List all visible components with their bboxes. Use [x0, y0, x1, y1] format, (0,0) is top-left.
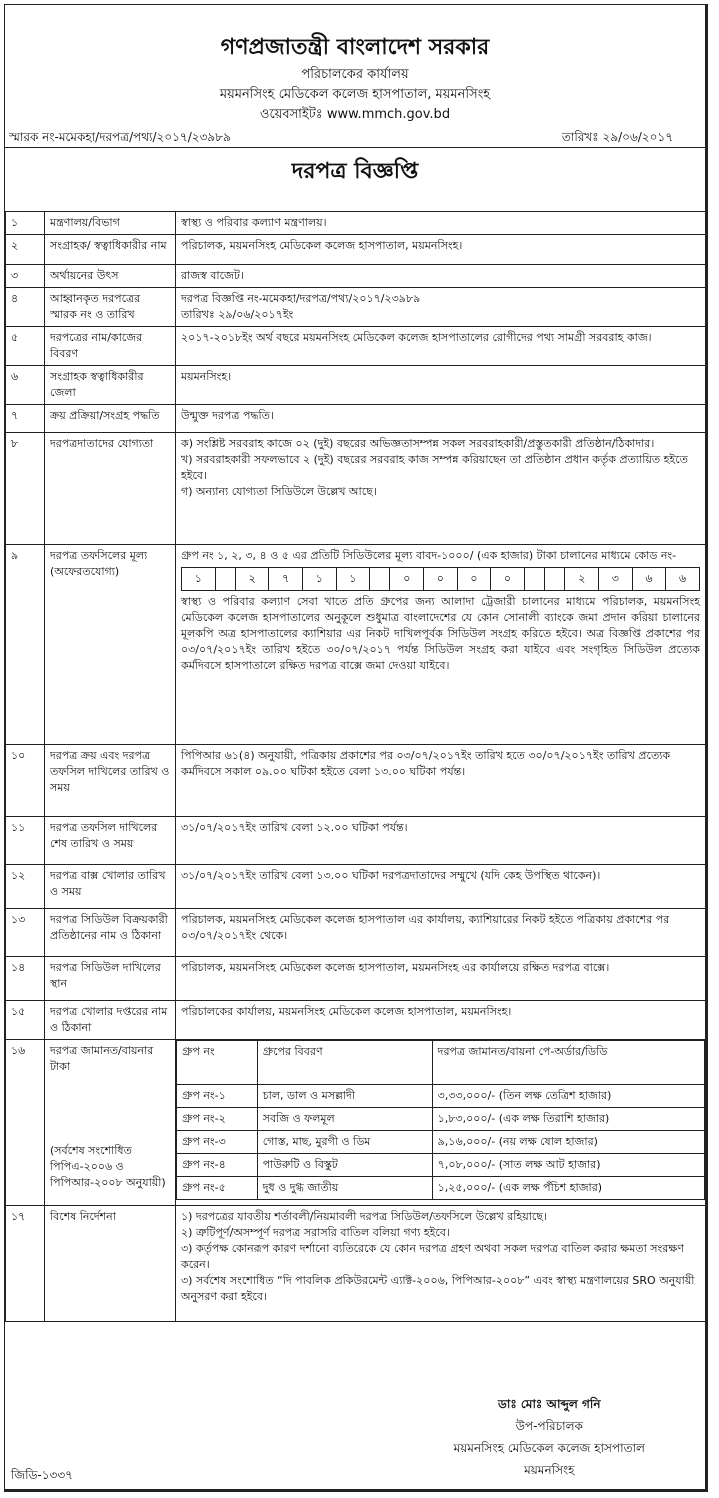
row-value-extra: স্বাস্থ্য ও পরিবার কল্যাণ সেবা খাতে প্রতি গ্রুপের জন্য আলাদা ট্রেজারী চালানের মাধ্যমে পরিচালক, ময়মনসিংহ মেডিকেল কলেজ হাসপাতালের অনুকূলে শুধুমাত্র বাংলাদেশের যে কোন সোনালী ব্যাংকে জমা প্রদান করিয়া চালানের মূলকপি অত্র হাসপাতালের ক্যাশিয়ার এর নিকট দাখিলপূর্বক সিডিউল সংগ্রহ করিতে হইবে। অত্র বিজ্ঞপ্তি প্রকাশের পর ০৩/০৭/২০১৭ইং তারিখ হইতে ৩০/০৭/২০১৭ পর্যন্ত সিডিউল সংগ্রহ করা যাইবে এবং সংগৃহিত সিডিউল প্রত্যেক কর্মদিবসে হাসপাতালে রক্ষিত দরপত্র বাক্সে জমা দেওয়া যাইবে।: [181, 595, 700, 672]
group-cell: চাল, ডাল ও মসল্লাদী: [257, 1085, 432, 1108]
row-value: [176, 817, 706, 865]
row-value-text: গ্রুপ নং ১, ২, ৩, ৪ ও ৫ এর প্রতিটি সিডিউলের মূল্য বাবদ-১০০০/ (এক হাজার) টাকা চালানের মাধ্যমে কোড নং-: [181, 549, 677, 562]
row-number: ৫: [6, 327, 45, 366]
code-cell: ২: [235, 568, 269, 591]
row-label: [45, 288, 176, 327]
table-row: [6, 433, 706, 545]
row-label: [45, 1001, 176, 1040]
group-row: [177, 1085, 705, 1108]
table-row: [6, 957, 706, 1001]
code-cell: ৬: [666, 568, 700, 591]
row-label: [45, 235, 176, 265]
code-cell: ০: [424, 568, 458, 591]
table-row: [6, 366, 706, 405]
row-number: ১১: [6, 817, 45, 865]
row-value: [176, 433, 706, 545]
table-row: [6, 235, 706, 265]
row-label-text: সংগ্রাহক স্বত্বাধিকারীর জেলা: [50, 370, 144, 399]
table-row: [6, 327, 706, 366]
group-cell: গ্রুপ নং-৩: [177, 1131, 258, 1154]
row-label-text: মন্ত্রণালয়/বিভাগ: [50, 216, 120, 229]
row-label-text: দরপত্র তফসিলের মূল্য: [50, 549, 148, 562]
list-item: ৩) সর্বশেষ সংশোধিত “দি পাবলিক প্রকিউরমেন্ট এ্যাক্ট-২০০৬, পিপিআর-২০০৮” এবং স্বাস্থ্য মন্ত্রণালয়ের SRO অনুযায়ী অনুসরণ করা হইবে।: [181, 1274, 695, 1303]
group-cell: গ্রুপ নং-২: [177, 1108, 258, 1131]
row-label-text: বিশেষ নির্দেশনা: [50, 1210, 116, 1223]
row-label: [45, 1040, 176, 1206]
row-value-text: ৩১/০৭/২০১৭ইং তারিখ বেলা ১২.০০ ঘটিকা পর্যন্ত।: [181, 821, 408, 834]
row-label: [45, 545, 176, 745]
row-label: [45, 957, 176, 1001]
code-cell: ১: [303, 568, 337, 591]
code-cell: ৭: [269, 568, 303, 591]
table-row: [6, 745, 706, 817]
row-label: [45, 817, 176, 865]
row-label-text: দরপত্র খোলার দপ্তরের নাম ও ঠিকানা: [50, 1005, 168, 1034]
group-cell: দুধ ও দুগ্ধ জাতীয়: [257, 1177, 432, 1200]
code-cell: [215, 568, 235, 591]
signature-block: [454, 1393, 645, 1481]
row-value: [176, 957, 706, 1001]
row-label: [45, 745, 176, 817]
code-cell: ১: [336, 568, 370, 591]
website: ওয়েবসাইটঃ www.mmch.gov.bd: [259, 107, 451, 122]
row-value-text: দরপত্র বিজ্ঞপ্তি নং-মমেকহা/দরপত্র/পথ্য/২০১৭/২৩৯৮৯: [181, 292, 421, 305]
row-number: ৬: [6, 366, 45, 405]
row-number: ১২: [6, 865, 45, 909]
signatory-name: ডাঃ মোঃ আব্দুল গনি: [498, 1397, 601, 1411]
row-label: [45, 405, 176, 433]
row-value-text: ২০১৭-২০১৮ইং অর্থ বছরে ময়মনসিংহ মেডিকেল কলেজ হাসপাতালের রোগীদের পথ্য সামগ্রী সরবরাহ কাজ।: [181, 331, 652, 344]
row-label-note: (অফেরতযোগ্য): [50, 565, 120, 578]
row-value: [176, 235, 706, 265]
table-row: [6, 909, 706, 957]
row-number: ১৩: [6, 909, 45, 957]
row-number: ৪: [6, 288, 45, 327]
row-value-text: পিপিআর ৬১(৪) অনুযায়ী, পত্রিকায় প্রকাশের পর ০৩/০৭/২০১৭ইং তারিখ হতে ৩০/০৭/২০১৭ইং তারিখ প্রত্যেক কর্মদিবসে সকাল ০৯.০০ ঘটিকা হইতে বেলা ১৩.০০ ঘটিকা পর্যন্ত।: [181, 749, 671, 778]
office-name: পরিচালকের কার্যালয়: [301, 67, 409, 82]
row-value-text: ময়মনসিংহ।: [181, 370, 232, 383]
row-label: [45, 366, 176, 405]
code-cell: ৩: [599, 568, 633, 591]
row-label-text: দরপত্র সিডিউল দাখিলের স্থান: [50, 961, 161, 990]
row-value-text: স্বাস্থ্য ও পরিবার কল্যাণ মন্ত্রণালয়।: [181, 216, 327, 229]
group-row: [177, 1154, 705, 1177]
group-header: গ্রুপ নং: [177, 1041, 258, 1085]
row-label-text: দরপত্র বাক্স খোলার তারিখ ও সময়: [50, 869, 166, 898]
memo-number: স্মারক নং-মমেকহা/দরপত্র/পথ্য/২০১৭/২৩৯৮৯: [9, 130, 231, 144]
table-row: [6, 405, 706, 433]
group-header: দরপত্র জামানত/বায়না পে-অর্ডার/ডিডি: [432, 1041, 704, 1085]
gd-number: জিডি-১৩৩৭: [11, 1468, 73, 1482]
code-cell: [370, 568, 390, 591]
row-value: [176, 865, 706, 909]
row-label: [45, 909, 176, 957]
code-table: [181, 567, 700, 591]
group-cell: সবজি ও ফলমূল: [257, 1108, 432, 1131]
row-value: [176, 366, 706, 405]
row-number: ১৪: [6, 957, 45, 1001]
memo-row: [5, 127, 705, 148]
row-label-note: (সর্বশেষ সংশোধিত পিপিএ-২০০৬ ও পিপিআর-২০০৮ অনুযায়ী): [50, 1144, 166, 1189]
hospital-name: ময়মনসিংহ মেডিকেল কলেজ হাসপাতাল, ময়মনসিংহ: [219, 87, 491, 102]
row-label-text: দরপত্রের নাম/কাজের বিবরণ: [50, 331, 143, 360]
row-label-text: আহ্বানকৃত দরপত্রের স্মারক নং ও তারিখ: [50, 292, 141, 321]
row-number: ৮: [6, 433, 45, 545]
code-row: [182, 568, 700, 591]
group-header: গ্রুপের বিবরণ: [257, 1041, 432, 1085]
group-header-row: [177, 1041, 705, 1085]
row-value-extra: তারিখঃ ২৯/০৬/২০১৭ইং: [181, 308, 294, 321]
row-label-text: দরপত্র জামানত/বায়নার টাকা: [50, 1044, 154, 1073]
row-label-text: দরপত্র সিডিউল বিক্রয়কারী প্রতিষ্ঠানের নাম ও ঠিকানা: [50, 913, 168, 942]
row-value: [176, 288, 706, 327]
tender-table: [5, 211, 706, 1322]
group-cell: গ্রুপ নং-৪: [177, 1154, 258, 1177]
table-row: [6, 545, 706, 745]
row-number: ১৫: [6, 1001, 45, 1040]
row-label: [45, 265, 176, 288]
row-label-text: দরপত্রদাতাদের যোগ্যতা: [50, 437, 154, 450]
row-value: [176, 1001, 706, 1040]
row-label: [45, 433, 176, 545]
row-label-text: দরপত্র ক্রয় এবং দরপত্র তফসিল দাখিলের তারিখ ও সময়: [50, 749, 170, 794]
row-value: [176, 909, 706, 957]
code-cell: ০: [390, 568, 424, 591]
table-row: [6, 265, 706, 288]
row-value: [176, 545, 706, 745]
list-item: ক) সংশ্লিষ্ট সরবরাহ কাজে ০২ (দুই) বছরের অভিজ্ঞতাসম্পন্ন সকল সরবরাহকারী/প্রস্তুতকারী প্রতিষ্ঠান/ঠিকাদার।: [181, 437, 655, 450]
code-cell: [524, 568, 544, 591]
row-value: [176, 1040, 706, 1206]
table-row: [6, 288, 706, 327]
row-value-text: পরিচালক, ময়মনসিংহ মেডিকেল কলেজ হাসপাতাল, ময়মনসিংহ এর কার্যালয়ে রক্ষিত দরপত্র বাক্সে।: [181, 961, 610, 974]
row-value: [176, 212, 706, 235]
row-number: ১৬: [6, 1040, 45, 1206]
signatory-city: ময়মনসিংহ: [524, 1463, 575, 1477]
group-row: [177, 1131, 705, 1154]
list-item: ৩) কর্তৃপক্ষ কোনরূপ কারণ দর্শানো ব্যতিরেকে যে কোন দরপত্র গ্রহণ অথবা সকল দরপত্র বাতিল করার ক্ষমতা সংরক্ষণ করেন।: [181, 1242, 684, 1271]
row-label: [45, 327, 176, 366]
row-label-text: সংগ্রাহক/ স্বত্বাধিকারীর নাম: [50, 239, 167, 252]
group-cell: গোস্ত, মাছ, মুরগী ও ডিম: [257, 1131, 432, 1154]
signatory-designation: উপ-পরিচালক: [515, 1419, 583, 1433]
row-number: ১৭: [6, 1206, 45, 1322]
group-cell: ৯,১৬,০০০/- (নয় লক্ষ ষোল হাজার): [432, 1131, 704, 1154]
row-value: [176, 1206, 706, 1322]
row-label-text: দরপত্র তফসিল দাখিলের শেষ তারিখ ও সময়: [50, 821, 158, 850]
row-value-text: উন্মুক্ত দরপত্র পদ্ধতি।: [181, 409, 274, 422]
notice-title: দরপত্র বিজ্ঞপ্তি: [291, 159, 419, 184]
row-number: ৭: [6, 405, 45, 433]
header: [5, 35, 705, 123]
row-label: [45, 1206, 176, 1322]
group-cell: গ্রুপ নং-৫: [177, 1177, 258, 1200]
code-cell: ২: [565, 568, 599, 591]
table-row: [6, 865, 706, 909]
row-label: [45, 212, 176, 235]
row-label: [45, 865, 176, 909]
group-cell: পাউরুটি ও বিস্কুট: [257, 1154, 432, 1177]
group-table: [176, 1040, 705, 1200]
code-cell: ০: [457, 568, 491, 591]
table-row: [6, 1206, 706, 1322]
row-value-text: পরিচালক, ময়মনসিংহ মেডিকেল কলেজ হাসপাতাল, ময়মনসিংহ।: [181, 239, 463, 252]
row-number: ১০: [6, 745, 45, 817]
row-label-text: অর্থায়নের উৎস: [50, 269, 119, 282]
row-value-text: পরিচালকের কার্যালয়, ময়মনসিংহ মেডিকেল কলেজ হাসপাতাল, ময়মনসিংহ।: [181, 1005, 512, 1018]
group-cell: ৭,০৮,০০০/- (সাত লক্ষ আট হাজার): [432, 1154, 704, 1177]
memo-date: তারিখঃ ২৯/০৬/২০১৭: [561, 130, 673, 144]
row-value: [176, 745, 706, 817]
table-row: [6, 817, 706, 865]
code-cell: ৬: [632, 568, 666, 591]
table-row: [6, 1001, 706, 1040]
group-cell: ৩,৩৩,০০০/- (তিন লক্ষ তেত্রিশ হাজার): [432, 1085, 704, 1108]
row-number: ১: [6, 212, 45, 235]
list-item: গ) অন্যান্য যোগ্যতা সিডিউলে উল্লেখ আছে।: [181, 485, 377, 498]
row-number: ৯: [6, 545, 45, 745]
government-title: গণপ্রজাতন্ত্রী বাংলাদেশ সরকার: [220, 35, 490, 60]
row-value: [176, 327, 706, 366]
group-row: [177, 1108, 705, 1131]
code-cell: ১: [182, 568, 216, 591]
row-value: [176, 265, 706, 288]
group-cell: ১,২৫,০০০/- (এক লক্ষ পঁচিশ হাজার): [432, 1177, 704, 1200]
row-number: ২: [6, 235, 45, 265]
signatory-office: ময়মনসিংহ মেডিকেল কলেজ হাসপাতাল: [453, 1441, 645, 1455]
row-label-text: ক্রয় প্রক্রিয়া/সংগ্রহ পদ্ধতি: [50, 409, 160, 422]
code-cell: ০: [491, 568, 525, 591]
row-value-text: ৩১/০৭/২০১৭ইং তারিখ বেলা ১৩.০০ ঘটিকা দরপত্রদাতাদের সম্মুখে (যদি কেহ উপস্থিত থাকেন)।: [181, 869, 601, 882]
group-cell: গ্রুপ নং-১: [177, 1085, 258, 1108]
table-row: [6, 212, 706, 235]
group-row: [177, 1177, 705, 1200]
row-value-text: পরিচালক, ময়মনসিংহ মেডিকেল কলেজ হাসপাতাল এর কার্যালয়, ক্যাশিয়ারের নিকট হইতে পত্রিকায় প্রকাশের পর ০৩/০৭/২০১৭ইং থেকে।: [181, 913, 670, 942]
list-item: ২) ত্রুটিপূর্ণ/অসম্পূর্ণ দরপত্র সরাসরি বাতিল বলিয়া গণ্য হইবে।: [181, 1226, 450, 1239]
list-item: খ) সরবরাহকারী সফলভাবে ২ (দুই) বছরের সরবরাহ কাজ সম্পন্ন করিয়াছেন তা প্রতিষ্ঠান প্রধান কর্তৃক প্রত্যায়িত হইতে হইবে।: [181, 453, 688, 482]
row-value-text: রাজস্ব বাজেট।: [181, 269, 244, 282]
notice-page: [4, 4, 708, 1492]
table-row: [6, 1040, 706, 1206]
row-number: ৩: [6, 265, 45, 288]
row-value: [176, 405, 706, 433]
group-cell: ১,৮৩,০০০/- (এক লক্ষ তিরাশি হাজার): [432, 1108, 704, 1131]
code-cell: [545, 568, 565, 591]
list-item: ১) দরপত্রের যাবতীয় শর্তাবলী/নিয়মাবলী দরপত্র সিডিউল/তফসিলে উল্লেখ রহিয়াছে।: [181, 1210, 547, 1223]
